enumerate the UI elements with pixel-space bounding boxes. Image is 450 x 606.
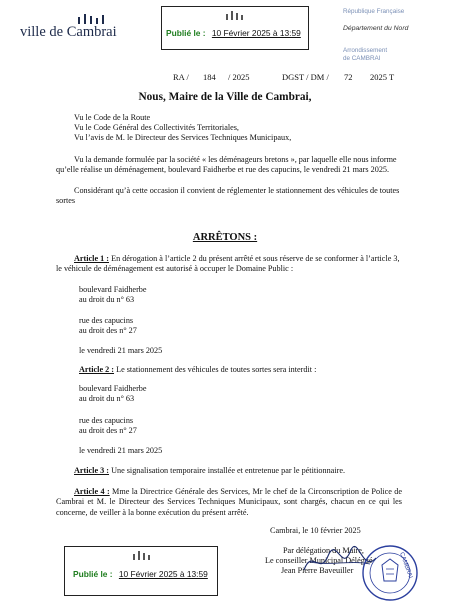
arrondissement-name: de CAMBRAI (343, 55, 381, 62)
signature-delegation: Par délégation du Maire, (283, 546, 364, 555)
article-2-loc2-detail: au droit des n° 27 (79, 426, 137, 435)
seal-icon (360, 541, 414, 601)
dgst-label: DGST / DM / (282, 72, 329, 82)
demande-paragraph: Vu la demande formulée par la société « les déménageurs bretons », par laquelle elle nous informe qu’elle réalise un déménagement, boulevard Faidherbe et rue des capucins, le vendredi 21 mars 2025. (56, 155, 397, 175)
dgst-year: 2025 T (370, 72, 395, 82)
article-1-text: En dérogation à l’article 2 du présent arrêté et sous réserve de se conformer à l’article 3, le véhicule de déménagement est autorisé à occuper le Domaine Public : (56, 254, 400, 274)
ra-year: / 2025 (228, 72, 250, 82)
article-1-loc1-detail: au droit du n° 63 (79, 295, 135, 304)
stamp-logo-icon (220, 10, 250, 20)
article-2-text: Le stationnement des véhicules de toutes sortes sera interdit : (114, 365, 317, 374)
article-1 (56, 254, 402, 275)
article-3 (74, 466, 345, 476)
article-4-text: Mme la Directrice Générale des Services, Mr le chef de la Circonscription de Police de Cambrai et M. le Directeur des Services Techniques Municipaux, sont chargés, chacun en ce qui les concerne, de veiller à la bonne exécution du présent arrêté. (56, 487, 402, 517)
article-3-text: Une signalisation temporaire installée et entretenue par le pétitionnaire. (109, 466, 345, 475)
signature-name: Jean Pierre Baveuiller (281, 566, 354, 575)
ra-number: 184 (203, 72, 216, 82)
considerant-paragraph: Considérant qu’à cette occasion il convient de réglementer le stationnement des véhicules de toutes sortes (56, 186, 400, 206)
official-seal (360, 541, 414, 601)
stamp-date: 10 Février 2025 à 13:59 (118, 569, 208, 579)
republique-label: République Française (343, 8, 405, 15)
city-skyline-icon (72, 12, 112, 24)
departement-label: Département du Nord (343, 25, 409, 32)
arrondissement-label: Arrondissement (343, 47, 388, 54)
stamp-label: Publié le : (166, 28, 206, 38)
article-1-loc1-street: boulevard Faidherbe (79, 285, 147, 294)
article-2-loc2-street: rue des capucins (79, 416, 134, 425)
vu-cgct: Vu le Code Général des Collectivités Territoriales, (74, 123, 239, 132)
article-3-label: Article 3 : (74, 466, 110, 475)
publication-stamp-top (161, 6, 309, 50)
article-1-loc2-street: rue des capucins (79, 316, 134, 325)
stamp-label: Publié le : (73, 569, 113, 579)
article-2-date: le vendredi 21 mars 2025 (79, 446, 163, 455)
article-1-loc2-detail: au droit des n° 27 (79, 326, 137, 335)
article-2-loc1-detail: au droit du n° 63 (79, 394, 135, 403)
article-2-label: Article 2 : (79, 365, 115, 374)
stamp-date: 10 Février 2025 à 13:59 (211, 28, 301, 38)
logo-text: ville de Cambrai (20, 24, 117, 40)
stamp-logo-icon (127, 550, 157, 560)
vu-code-route: Vu le Code de la Route (74, 113, 151, 122)
article-2 (79, 365, 316, 375)
city-logo (12, 10, 132, 46)
page-title: Nous, Maire de la Ville de Cambrai, (138, 91, 312, 103)
article-4-label: Article 4 : (74, 487, 110, 496)
signature-place-date: Cambrai, le 10 février 2025 (270, 526, 361, 535)
article-2-loc1-street: boulevard Faidherbe (79, 384, 147, 393)
article-1-date: le vendredi 21 mars 2025 (79, 346, 163, 355)
dgst-number: 72 (344, 72, 353, 82)
ra-label: RA / (173, 72, 189, 82)
publication-stamp-bottom (64, 546, 218, 596)
article-1-label: Article 1 : (74, 254, 110, 263)
vu-avis-dst: Vu l’avis de M. le Directeur des Services Techniques Municipaux, (74, 133, 292, 142)
article-4 (56, 487, 402, 518)
arretons-heading: ARRÊTONS : (192, 232, 258, 243)
seal-text: CAMBRAI (398, 551, 414, 580)
signature-role: Le conseiller Municipal Délégué (265, 556, 373, 565)
